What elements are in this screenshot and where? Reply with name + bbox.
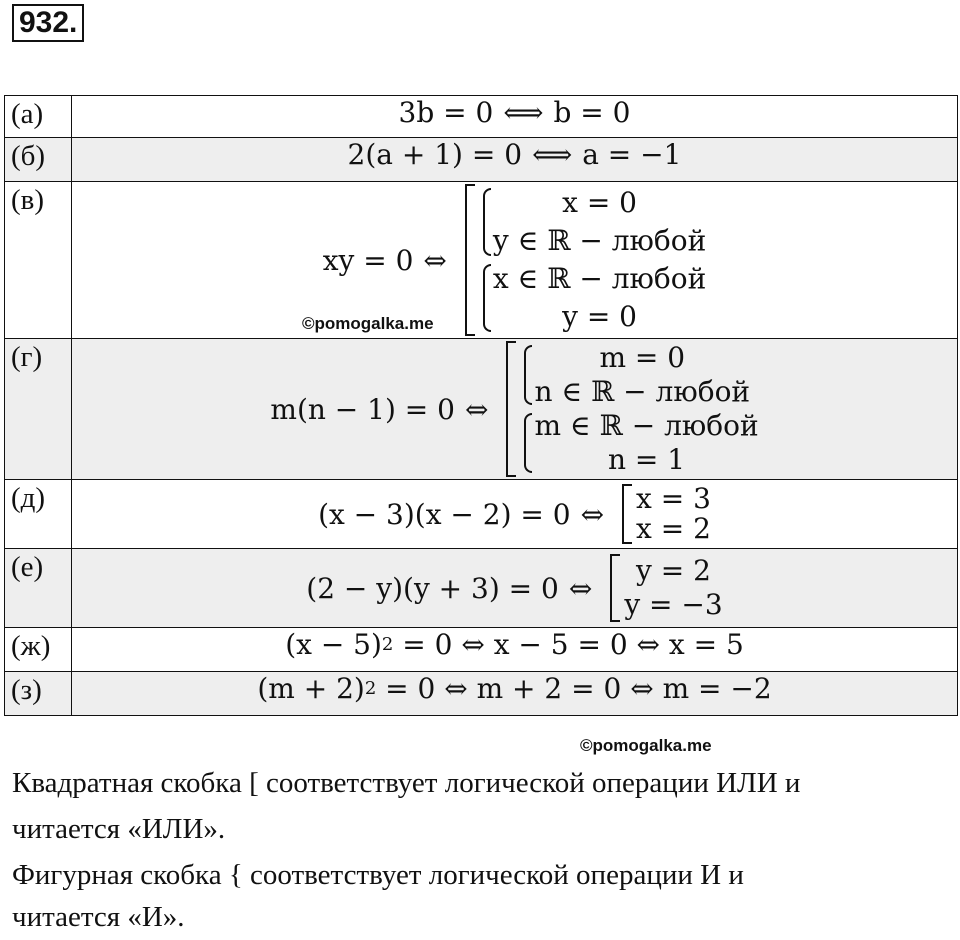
- watermark: ©pomogalka.me: [580, 736, 712, 755]
- table-row: [5, 480, 958, 549]
- row-expression: [72, 96, 958, 138]
- row-expression: [72, 339, 958, 480]
- row-label: (з): [5, 672, 72, 716]
- base: (m + 2): [257, 672, 365, 705]
- system-line: y = 0: [562, 300, 637, 333]
- row-label: (ж): [5, 628, 72, 672]
- table-row: [5, 182, 958, 339]
- curly-brace-icon: [520, 341, 530, 409]
- note-square-line1: Квадратная скобка [ соответствует логической операции ИЛИ и: [12, 767, 801, 799]
- lhs: 2(a + 1) = 0: [347, 138, 523, 171]
- row-label: (б): [5, 138, 72, 182]
- row-label: (а): [5, 96, 72, 138]
- exponent: 2: [381, 634, 394, 655]
- row-expression: [72, 628, 958, 672]
- solutions-table: [4, 95, 958, 716]
- row-expression: [72, 549, 958, 628]
- square-bracket-icon: [610, 554, 620, 622]
- rhs: b = 0: [553, 96, 631, 129]
- system-line: y ∈ ℝ − любой: [492, 224, 707, 257]
- table-row: [5, 96, 958, 138]
- row-label: (е): [5, 549, 72, 628]
- row-label: (в): [5, 182, 72, 339]
- or-bracket: [610, 554, 722, 622]
- note-square-line2: читается «ИЛИ».: [12, 813, 226, 845]
- rhs: a = −1: [582, 138, 682, 171]
- row-expression: [72, 672, 958, 716]
- square-bracket-icon: [622, 484, 632, 544]
- square-bracket-icon: [465, 184, 475, 336]
- rest: = 0 ⇔ x − 5 = 0 ⇔ x = 5: [393, 628, 744, 661]
- equivalence-arrow: ⇔: [464, 392, 489, 426]
- row-label: (д): [5, 480, 72, 549]
- exponent: 2: [364, 678, 377, 699]
- case-line: x = 3: [636, 482, 711, 515]
- case-line: x = 2: [636, 512, 711, 545]
- system-line: n = 1: [607, 443, 686, 476]
- table-row: [5, 672, 958, 716]
- curly-brace-icon: [520, 409, 530, 477]
- lhs: (x − 3)(x − 2) = 0: [318, 497, 571, 531]
- row-expression: [72, 480, 958, 549]
- or-bracket: [465, 184, 706, 336]
- and-system: [479, 260, 706, 336]
- row-expression: [72, 138, 958, 182]
- equivalence-arrow: ⟺: [503, 96, 544, 129]
- lhs: m(n − 1) = 0: [270, 392, 455, 426]
- and-system: [479, 184, 706, 260]
- task-number: 932.: [12, 4, 84, 42]
- table-row: [5, 138, 958, 182]
- table-row: [5, 339, 958, 480]
- system-line: x ∈ ℝ − любой: [492, 262, 707, 295]
- rest: = 0 ⇔ m + 2 = 0 ⇔ m = −2: [376, 672, 772, 705]
- table-row: [5, 549, 958, 628]
- system-line: n ∈ ℝ − любой: [534, 375, 751, 408]
- or-bracket: [622, 484, 711, 544]
- row-label: (г): [5, 339, 72, 480]
- case-line: y = 2: [636, 554, 711, 587]
- note-curly-line1: Фигурная скобка { соответствует логической операции И и: [12, 859, 744, 891]
- and-system: [520, 409, 758, 477]
- system-line: m ∈ ℝ − любой: [534, 409, 759, 442]
- system-line: x = 0: [562, 186, 637, 219]
- curly-brace-icon: [479, 260, 489, 336]
- lhs: (2 − y)(y + 3) = 0: [306, 571, 559, 605]
- lhs: xy = 0: [322, 243, 414, 277]
- row-expression: [72, 182, 958, 339]
- case-line: y = −3: [624, 588, 723, 621]
- note-curly-line2: читается «И».: [12, 901, 185, 933]
- or-bracket: [506, 341, 758, 477]
- lhs: 3b = 0: [398, 96, 494, 129]
- equivalence-arrow: ⇔: [423, 243, 447, 277]
- equivalence-arrow: ⇔: [568, 571, 593, 605]
- base: (x − 5): [285, 628, 382, 661]
- table-row: [5, 628, 958, 672]
- watermark: ©pomogalka.me: [302, 314, 434, 333]
- curly-brace-icon: [479, 184, 489, 260]
- square-bracket-icon: [506, 341, 516, 477]
- equivalence-arrow: ⇔: [580, 497, 605, 531]
- system-line: m = 0: [599, 341, 686, 374]
- and-system: [520, 341, 758, 409]
- equivalence-arrow: ⟺: [532, 138, 573, 171]
